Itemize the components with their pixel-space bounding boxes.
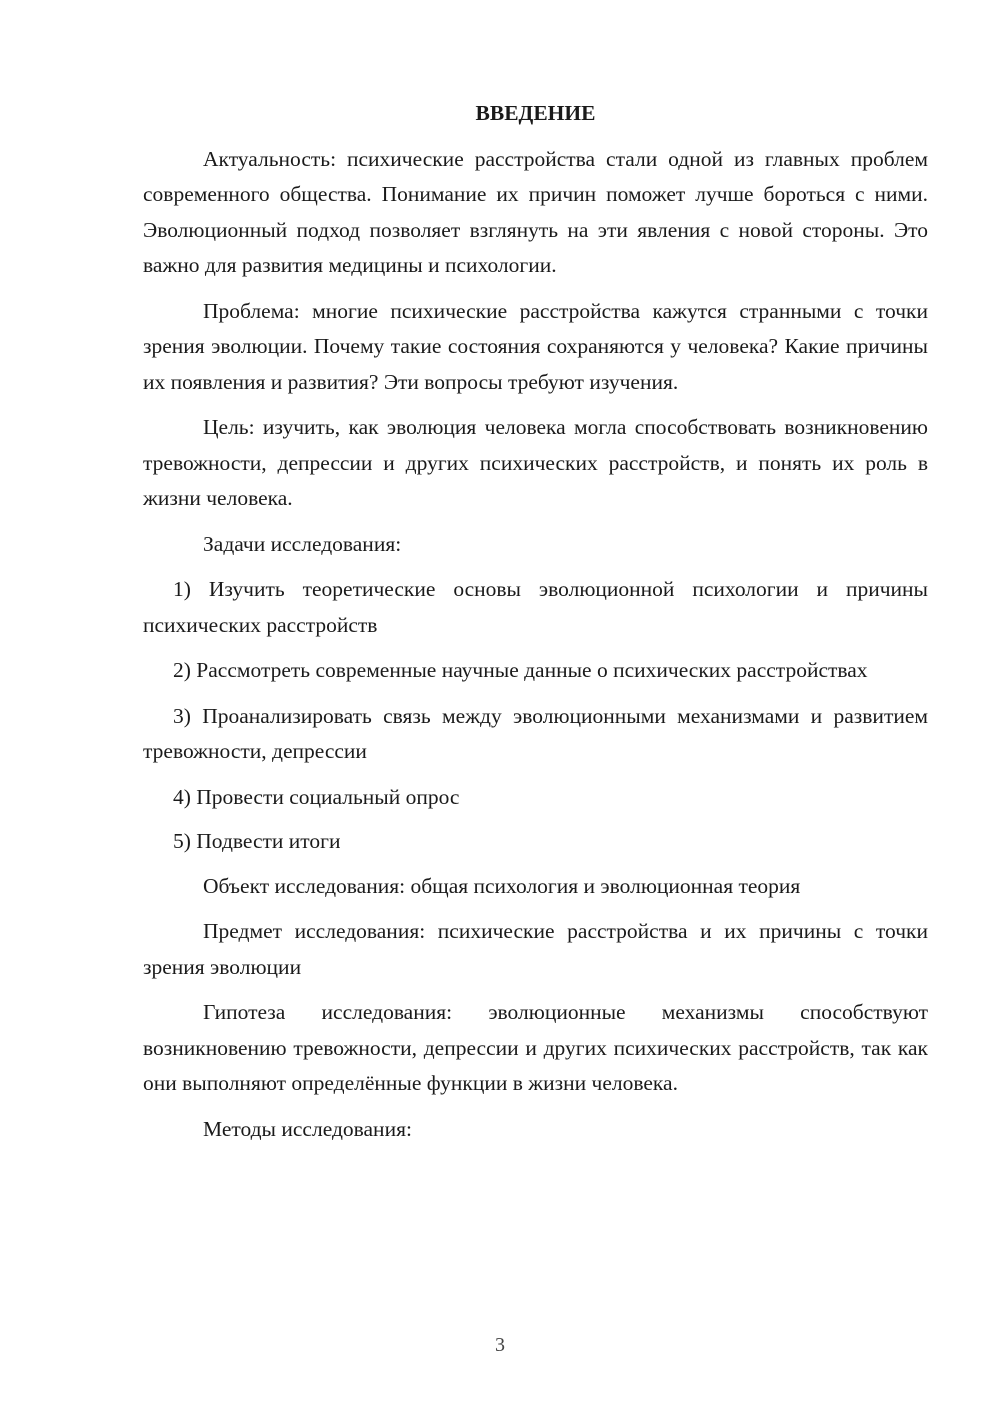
problem-paragraph: Проблема: многие психические расстройства кажутся странными с точки зрения эволюции. Почему такие состояния сохраняются у человека? Какие причины их появления и развития? Эти вопросы требуют изучения. — [143, 298, 928, 394]
task-item: 5) Подвести итоги — [173, 829, 341, 853]
goal-paragraph: Цель: изучить, как эволюция человека могла способствовать возникновению тревожности, депрессии и других психических расстройств, и понять их роль в жизни человека. — [143, 415, 928, 510]
task-item: 2) Рассмотреть современные научные данные о психических расстройствах — [173, 658, 868, 682]
task-item: 4) Провести социальный опрос — [173, 784, 460, 809]
tasks-title: Задачи исследования: — [203, 531, 402, 556]
task-item: 3) Проанализировать связь между эволюционными механизмами и развитием тревожности, депрессии — [143, 703, 928, 763]
hypothesis-paragraph: Гипотеза исследования: эволюционные механизмы способствуют возникновению тревожности, депрессии и других психических расстройств, так как они выполняют определённые функции в жизни человека. — [143, 1000, 928, 1095]
object-paragraph: Объект исследования: общая психология и эволюционная теория — [203, 873, 801, 898]
page-number: 3 — [495, 1334, 505, 1356]
document-page — [143, 96, 928, 1147]
relevance-paragraph: Актуальность: психические расстройства стали одной из главных проблем современного общества. Понимание их причин поможет лучше бороться с ними. Эволюционный подход позволяет взглянуть на эти явления с новой стороны. Это важно для развития медицины и психологии. — [143, 146, 928, 277]
task-item: 1) Изучить теоретические основы эволюционной психологии и причины психических расстройств — [143, 577, 928, 637]
subject-paragraph: Предмет исследования: психические расстройства и их причины с точки зрения эволюции — [143, 919, 928, 979]
section-heading: ВВЕДЕНИЕ — [475, 101, 596, 125]
methods-title: Методы исследования: — [203, 1116, 412, 1141]
